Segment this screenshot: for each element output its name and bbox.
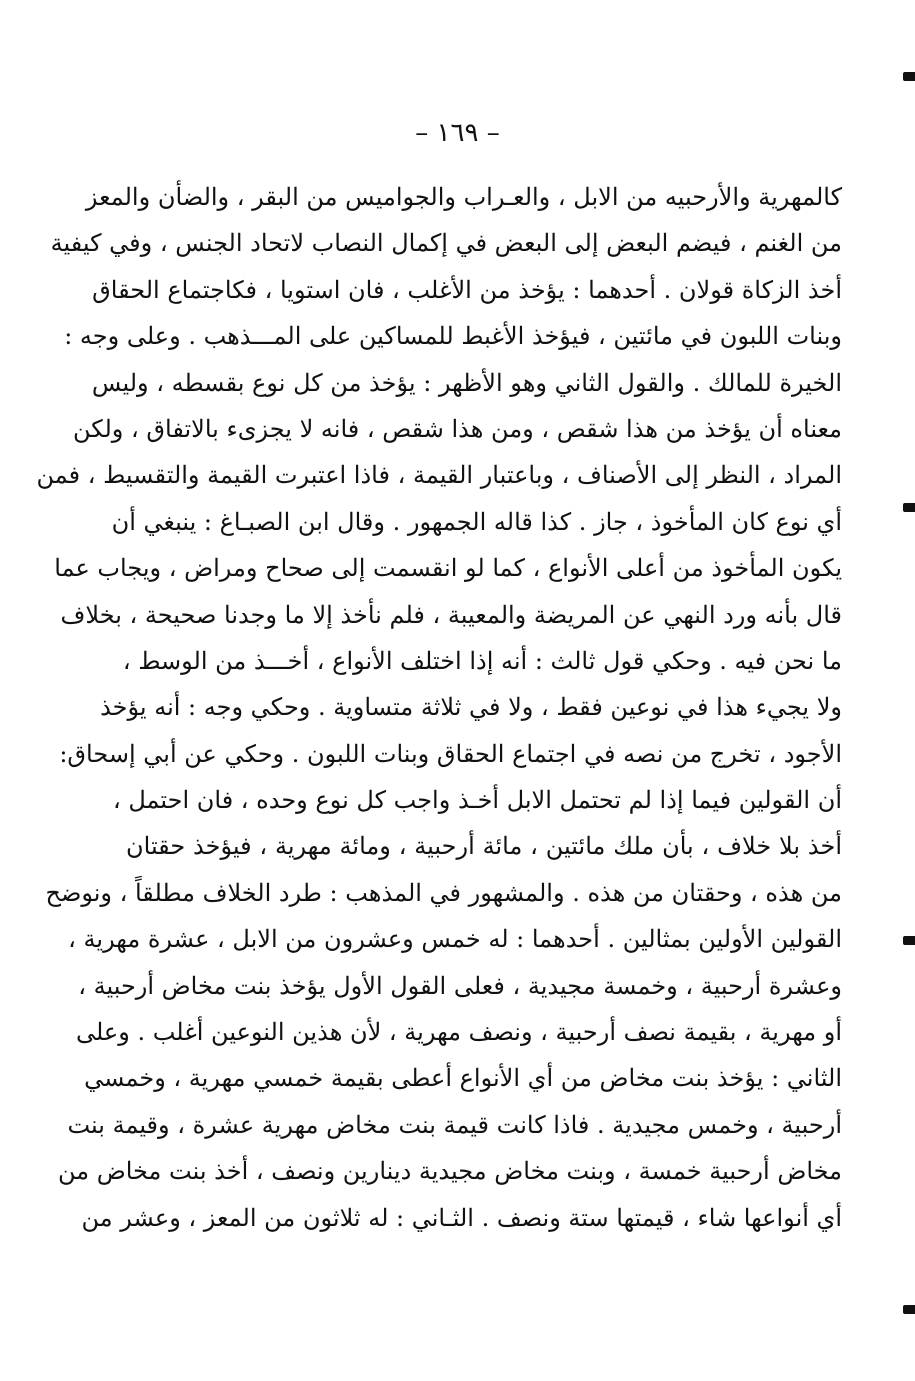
text-line: معناه أن يؤخذ من هذا شقص ، ومن هذا شقص ، فانه لا يجزىء بالاتفاق ، ولكن xyxy=(72,414,842,443)
text-line: أو مهرية ، بقيمة نصف أرحبية ، ونصف مهرية ، لأن هذين النوعين أغلب . وعلى xyxy=(75,1018,842,1047)
text-line: أن القولين فيما إذا لم تحتمل الابل أخـذ واجب كل نوع وحده ، فان احتمل ، xyxy=(112,786,842,815)
text-line: أي نوع كان المأخوذ ، جاز . كذا قاله الجمهور . وقال ابن الصبـاغ : ينبغي أن xyxy=(111,507,842,536)
text-line: قال بأنه ورد النهي عن المريضة والمعيبة ، فلم نأخذ إلا ما وجدنا صحيحة ، بخلاف xyxy=(60,600,842,629)
text-line: وعشرة أرحبية ، وخمسة مجيدية ، فعلى القول الأول يؤخذ بنت مخاض أرحبية ، xyxy=(78,971,842,1000)
scan-edge-mark xyxy=(903,72,915,81)
text-line: مخاض أرحبية خمسة ، وبنت مخاض مجيدية دينارين ونصف ، أخذ بنت مخاض من xyxy=(57,1157,842,1186)
text-line: ولا يجيء هذا في نوعين فقط ، ولا في ثلاثة متساوية . وحكي وجه : أنه يؤخذ xyxy=(100,693,842,722)
scan-edge-mark xyxy=(903,503,915,512)
scan-edge-mark xyxy=(903,1305,915,1314)
text-line: الثاني : يؤخذ بنت مخاض من أي الأنواع أعطى بقيمة خمسي مهرية ، وخمسي xyxy=(84,1064,842,1093)
text-line: من هذه ، وحقتان من هذه . والمشهور في المذهب : طرد الخلاف مطلقاً ، ونوضح xyxy=(45,878,842,907)
text-line: يكون المأخوذ من أعلى الأنواع ، كما لو انقسمت إلى صحاح ومراض ، ويجاب عما xyxy=(54,554,842,583)
text-line: من الغنم ، فيضم البعض إلى البعض في إكمال النصاب لاتحاد الجنس ، وفي كيفية xyxy=(50,229,842,258)
page-number: – ١٦٩ – xyxy=(415,118,500,148)
text-line: أي أنواعها شاء ، قيمتها ستة ونصف . الثـاني : له ثلاثون من المعز ، وعشر من xyxy=(81,1203,842,1232)
text-line: وبنات اللبون في مائتين ، فيؤخذ الأغبط للمساكين على المـــذهب . وعلى وجه : xyxy=(64,322,842,351)
body-text xyxy=(36,174,842,1241)
text-line: أرحبية ، وخمس مجيدية . فاذا كانت قيمة بنت مخاض مهرية عشرة ، وقيمة بنت xyxy=(67,1110,842,1139)
text-line: الخيرة للمالك . والقول الثاني وهو الأظهر : يؤخذ من كل نوع بقسطه ، وليس xyxy=(91,368,842,397)
text-line: ما نحن فيه . وحكي قول ثالث : أنه إذا اختلف الأنواع ، أخـــذ من الوسط ، xyxy=(122,646,842,675)
text-line: القولين الأولين بمثالين . أحدهما : له خمس وعشرون من الابل ، عشرة مهرية ، xyxy=(68,925,842,954)
text-line: الأجود ، تخرج من نصه في اجتماع الحقاق وبنات اللبون . وحكي عن أبي إسحاق: xyxy=(59,739,842,768)
text-line: أخذ الزكاة قولان . أحدهما : يؤخذ من الأغلب ، فان استويا ، فكاجتماع الحقاق xyxy=(92,275,842,304)
text-line: كالمهرية والأرحبيه من الابل ، والعـراب والجواميس من البقر ، والضأن والمعز xyxy=(85,183,842,211)
scan-edge-mark xyxy=(903,936,915,945)
text-line: المراد ، النظر إلى الأصناف ، وباعتبار القيمة ، فاذا اعتبرت القيمة والتقسيط ، فمن xyxy=(36,461,842,490)
text-line: أخذ بلا خلاف ، بأن ملك مائتين ، مائة أرحبية ، ومائة مهرية ، فيؤخذ حقتان xyxy=(126,832,842,861)
